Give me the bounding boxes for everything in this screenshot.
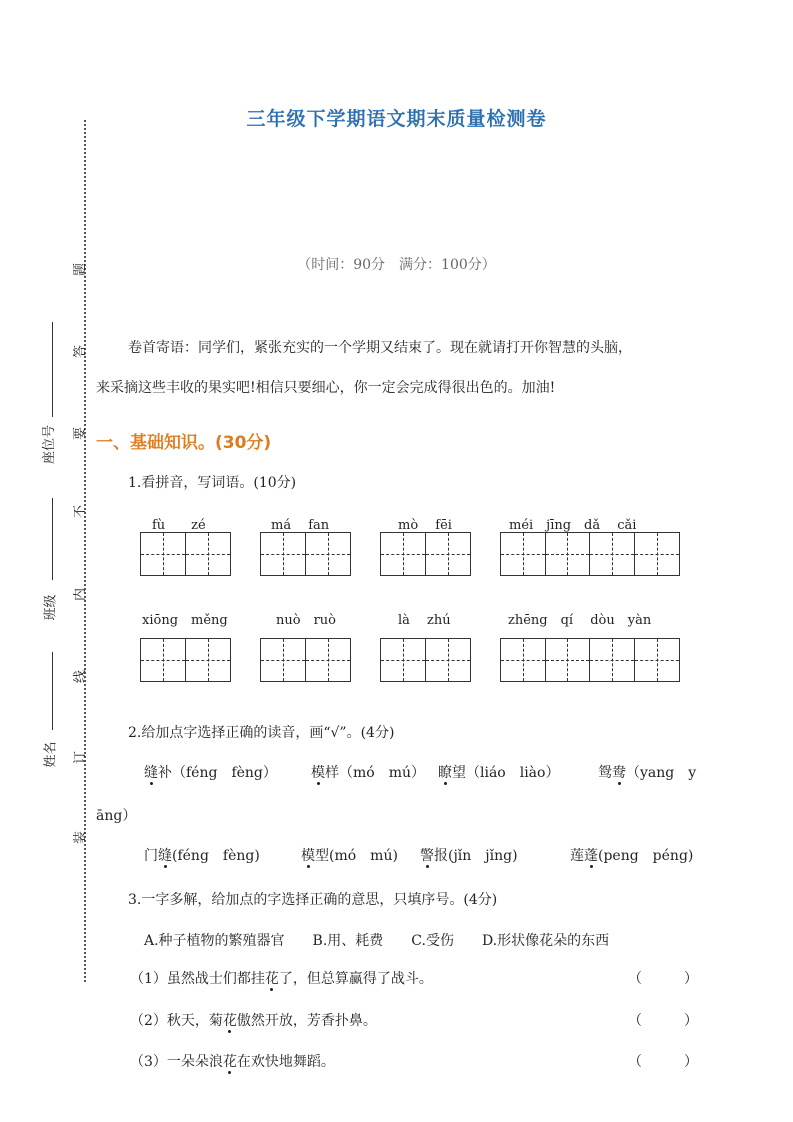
dotted-char: 花 xyxy=(264,971,279,987)
dotted-char: 缝 xyxy=(144,765,158,781)
seat-number-line xyxy=(52,322,53,417)
writing-grid[interactable] xyxy=(260,638,351,682)
question-2-label: 2.给加点字选择正确的读音，画“√”。(4分) xyxy=(128,725,395,741)
sentence-item: （3）一朵朵浪花在欢快地舞蹈。 xyxy=(130,1054,335,1070)
writing-grid[interactable] xyxy=(140,638,231,682)
writing-grid[interactable] xyxy=(500,532,680,576)
margin-char: 要 xyxy=(73,426,89,441)
pinyin: méi jīng dǎ cǎi xyxy=(509,518,637,533)
margin-char: 题 xyxy=(73,262,89,277)
dotted-char: 瞭 xyxy=(438,765,452,781)
answer-blank[interactable]: （ ） xyxy=(628,971,698,987)
margin-char: 装 xyxy=(73,830,89,845)
reading-choice-wrap: āng） xyxy=(96,808,137,824)
pinyin: xiōng měng xyxy=(142,613,228,628)
margin-char: 答 xyxy=(73,344,89,359)
exam-info: （时间：90分 满分：100分） xyxy=(297,257,496,273)
class-line xyxy=(52,498,53,580)
dotted-char: 鸯 xyxy=(612,765,626,781)
dotted-char: 花 xyxy=(222,1054,237,1070)
answer-blank[interactable]: （ ） xyxy=(628,1054,698,1070)
reading-choice[interactable]: 鸳鸯（yang y xyxy=(598,765,697,781)
pinyin: mò fēi xyxy=(398,518,452,533)
pinyin: là zhú xyxy=(398,613,451,628)
intro-line-1: 卷首寄语：同学们，紧张充实的一个学期又结束了。现在就请打开你智慧的头脑， xyxy=(128,340,632,356)
pinyin: fù zé xyxy=(152,518,206,533)
reading-choice[interactable]: 莲蓬(peng péng) xyxy=(570,848,694,864)
answer-blank[interactable]: （ ） xyxy=(628,1013,698,1029)
question-1-label: 1.看拼音，写词语。(10分) xyxy=(128,475,297,491)
name-line xyxy=(52,652,53,730)
margin-char: 不 xyxy=(73,504,89,519)
dotted-char: 警 xyxy=(420,848,434,864)
pinyin: má fan xyxy=(271,518,330,533)
seat-number-label: 座位号 xyxy=(42,424,58,465)
sentence-item: （1）虽然战士们都挂花了，但总算赢得了战斗。 xyxy=(130,971,433,987)
pinyin: nuò ruò xyxy=(276,613,336,628)
dotted-char: 花 xyxy=(222,1013,237,1029)
dotted-char: 模 xyxy=(301,848,315,864)
binding-dotted-line xyxy=(84,120,86,982)
writing-grid[interactable] xyxy=(380,532,471,576)
page-title: 三年级下学期语文期末质量检测卷 xyxy=(246,108,547,130)
margin-char: 线 xyxy=(73,669,89,684)
reading-choice[interactable]: 门缝(féng fèng) xyxy=(144,848,260,864)
writing-grid[interactable] xyxy=(140,532,231,576)
class-label: 班级 xyxy=(43,594,59,621)
reading-choice[interactable]: 模型(mó mú) xyxy=(301,848,398,864)
dotted-char: 蓬 xyxy=(584,848,598,864)
reading-choice[interactable]: 瞭望（liáo liào） xyxy=(438,765,560,781)
pinyin: zhēng qí dòu yàn xyxy=(508,613,652,628)
intro-line-2: 来采摘这些丰收的果实吧!相信只要细心，你一定会完成得很出色的。加油! xyxy=(96,380,556,396)
margin-char: 订 xyxy=(73,750,89,765)
meaning-options: A.种子植物的繁殖器官 B.用、耗费 C.受伤 D.形状像花朵的东西 xyxy=(144,933,610,949)
dotted-char: 缝 xyxy=(158,848,172,864)
dotted-char: 模 xyxy=(311,765,325,781)
name-label: 姓名 xyxy=(43,741,59,768)
writing-grid[interactable] xyxy=(500,638,680,682)
section-heading: 一、基础知识。(30分) xyxy=(96,433,272,453)
writing-grid[interactable] xyxy=(380,638,471,682)
reading-choice[interactable]: 警报(jǐn jǐng) xyxy=(420,848,518,864)
margin-char: 内 xyxy=(73,587,89,602)
question-3-label: 3.一字多解，给加点的字选择正确的意思，只填序号。(4分) xyxy=(128,892,498,908)
writing-grid[interactable] xyxy=(260,532,351,576)
reading-choice[interactable]: 模样（mó mú） xyxy=(311,765,425,781)
reading-choice[interactable]: 缝补（féng fèng） xyxy=(144,765,277,781)
sentence-item: （2）秋天，菊花傲然开放，芳香扑鼻。 xyxy=(130,1013,377,1029)
